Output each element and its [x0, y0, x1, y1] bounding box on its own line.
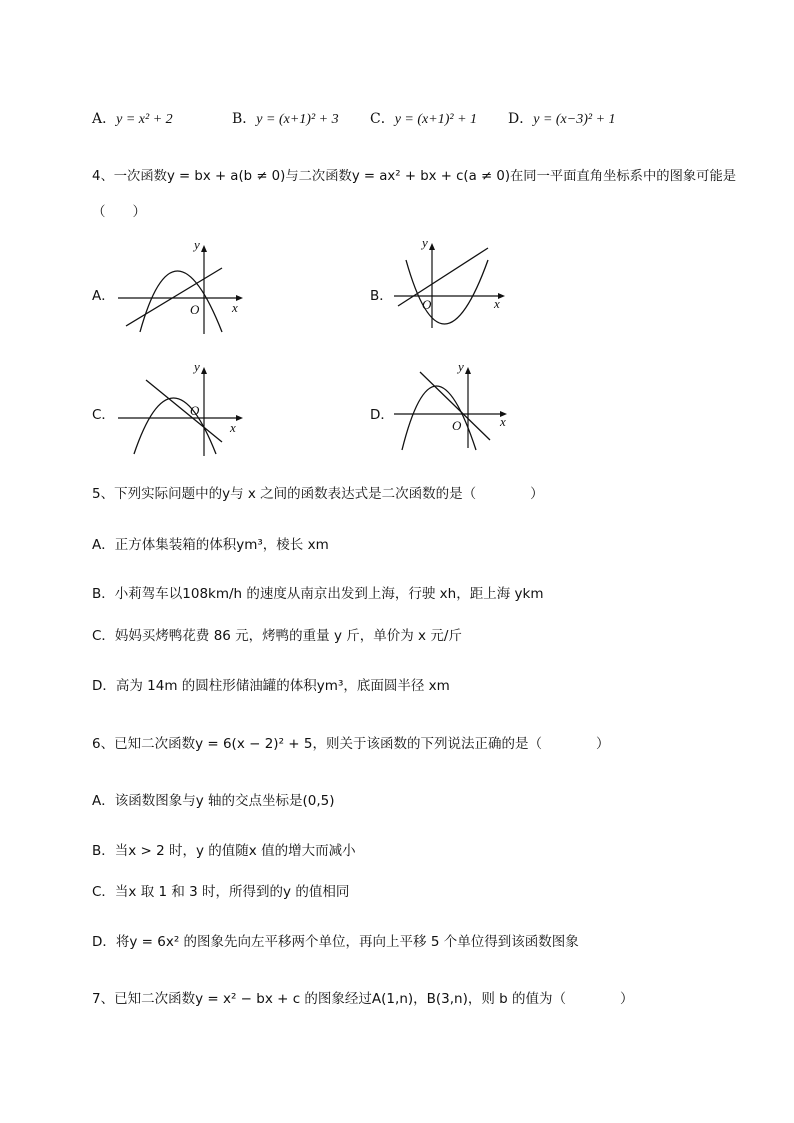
q6-option-d: D．将y = 6x² 的图象先向左平移两个单位，再向上平移 5 个单位得到该函数图象 [92, 934, 579, 950]
graph-a-y-label: y [194, 240, 200, 252]
graph-c-y-label: y [194, 362, 200, 374]
graph-a-y-arrow [201, 245, 207, 252]
graph-d-y-arrow [465, 367, 471, 374]
graph-b-parabola [406, 260, 488, 324]
q4-stem: 4、一次函数y = bx + a(b ≠ 0)与二次函数y = ax² + bx + c(a ≠ 0)在同一平面直角坐标系中的图象可能是 [92, 169, 737, 184]
q3-option-d: D．y = (x−3)² + 1 [508, 111, 616, 127]
graph-d [390, 362, 515, 458]
graph-b-y-label: y [422, 238, 428, 250]
graph-b-label: B． [370, 288, 393, 304]
graph-a-x-label: x [232, 300, 238, 315]
graph-d-parabola [402, 386, 476, 450]
graph-b-x-label: x [494, 296, 500, 311]
graph-b-origin-label: O [422, 297, 432, 312]
q6-option-c: C．当x 取 1 和 3 时，所得到的y 的值相同 [92, 884, 350, 900]
q5-option-b: B．小莉驾车以108km/h 的速度从南京出发到上海，行驶 xh，距上海 ykm [92, 586, 544, 602]
graph-a-line [126, 268, 222, 326]
graph-d-x-label: x [500, 414, 506, 429]
graph-d-y-label: y [458, 362, 464, 374]
q5-option-d: D．高为 14m 的圆柱形储油罐的体积ym³，底面圆半径 xm [92, 678, 450, 694]
graph-c-y-arrow [201, 367, 207, 374]
q3-option-a: A．y = x² + 2 [92, 111, 173, 127]
q5-stem: 5、下列实际问题中的y与 x 之间的函数表达式是二次函数的是（ ） [92, 486, 544, 502]
graph-b [390, 238, 510, 334]
q6-option-b: B．当x > 2 时，y 的值随x 值的增大而减小 [92, 843, 356, 859]
graph-a-parabola [140, 271, 222, 332]
graph-d-label: D． [370, 407, 394, 423]
graph-c [112, 362, 247, 458]
graph-c-x-label: x [230, 420, 236, 435]
graph-c-x-arrow [236, 415, 243, 421]
graph-a-label: A． [92, 288, 115, 304]
q6-option-a: A．该函数图象与y 轴的交点坐标是(0,5) [92, 793, 335, 809]
graph-a [112, 240, 247, 336]
graph-c-label: C． [92, 407, 115, 423]
q5-option-c: C．妈妈买烤鸭花费 86 元，烤鸭的重量 y 斤，单价为 x 元/斤 [92, 628, 462, 644]
graph-c-origin-label: O [190, 403, 200, 418]
graph-d-origin-label: O [452, 418, 462, 433]
q7-stem: 7、已知二次函数y = x² − bx + c 的图象经过A(1,n)，B(3,n)，则 b 的值为（ ） [92, 991, 634, 1007]
q6-stem: 6、已知二次函数y = 6(x − 2)² + 5，则关于该函数的下列说法正确的是（ ） [92, 736, 610, 752]
graph-a-origin-label: O [190, 302, 200, 317]
q5-option-a: A．正方体集装箱的体积ym³，棱长 xm [92, 537, 329, 553]
graph-c-line [146, 380, 222, 442]
q3-option-b: B．y = (x+1)² + 3 [232, 111, 339, 127]
graph-b-y-arrow [429, 243, 435, 250]
q3-options [0, 108, 794, 128]
q4-blank: （ ） [92, 204, 146, 220]
q3-option-c: C．y = (x+1)² + 1 [370, 111, 478, 127]
